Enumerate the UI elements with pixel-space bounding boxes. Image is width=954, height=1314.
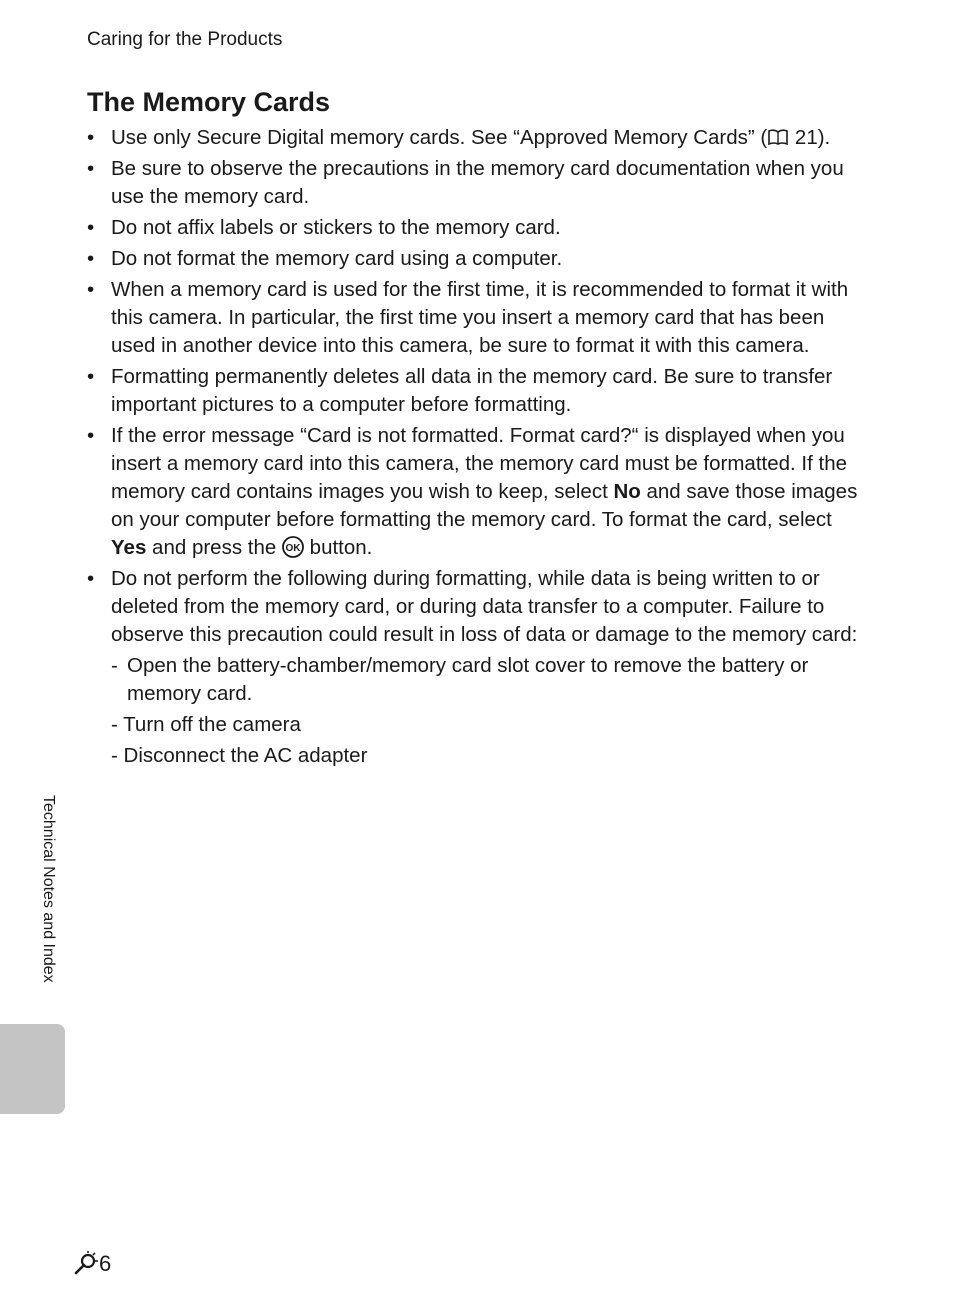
list-item: • Be sure to observe the precautions in the memory card documentation when you use the memory card.: [87, 157, 844, 208]
running-head: Caring for the Products: [87, 29, 283, 50]
list-item: • When a memory card is used for the first time, it is recommended to format it with this camera. In particular, the first time you insert a memory card that has been used in another device into this camera, be sure to format it with this camera.: [87, 278, 849, 357]
list-item: • Do not affix labels or stickers to the memory card.: [87, 216, 561, 239]
page-number: [73, 1250, 111, 1278]
list-item: • Use only Secure Digital memory cards. See “Approved Memory Cards” ( 21).: [87, 126, 831, 149]
book-icon: [767, 128, 789, 146]
wrench-icon: [73, 1251, 99, 1277]
ok-button-icon: [282, 536, 304, 558]
sub-list-item: - Open the battery-chamber/memory card slot cover to remove the battery or memory card.: [111, 654, 809, 705]
no-option: No: [613, 480, 641, 503]
list-item: • Formatting permanently deletes all data in the memory card. Be sure to transfer important pictures to a computer before formatting.: [87, 365, 833, 416]
section-title: The Memory Cards: [87, 87, 331, 117]
list-item: • Do not format the memory card using a computer.: [87, 247, 563, 270]
sub-list-item: - Turn off the camera: [111, 713, 301, 736]
bullet-list: [87, 124, 867, 773]
svg-text:OK: OK: [285, 543, 301, 554]
section-side-label: Technical Notes and Index: [40, 795, 57, 983]
list-item: • If the error message “Card is not formatted. Format card?“ is displayed when you insert a memory card into this camera, the memory card must be formatted. If the memory card contains images you wish to keep, select No and save those images on your computer before formatting the memory card. To format the card, select Yes and press the OK button.: [87, 424, 858, 559]
list-item: • Do not perform the following during formatting, while data is being written to or deleted from the memory card, or during data transfer to a computer. Failure to observe this precaution could result in loss of data or damage to the memory card:: [87, 567, 858, 646]
yes-option: Yes: [111, 536, 147, 559]
sub-list-item: - Disconnect the AC adapter: [111, 744, 368, 767]
page-number-text: 6: [99, 1251, 112, 1276]
section-tab: [0, 1024, 65, 1114]
